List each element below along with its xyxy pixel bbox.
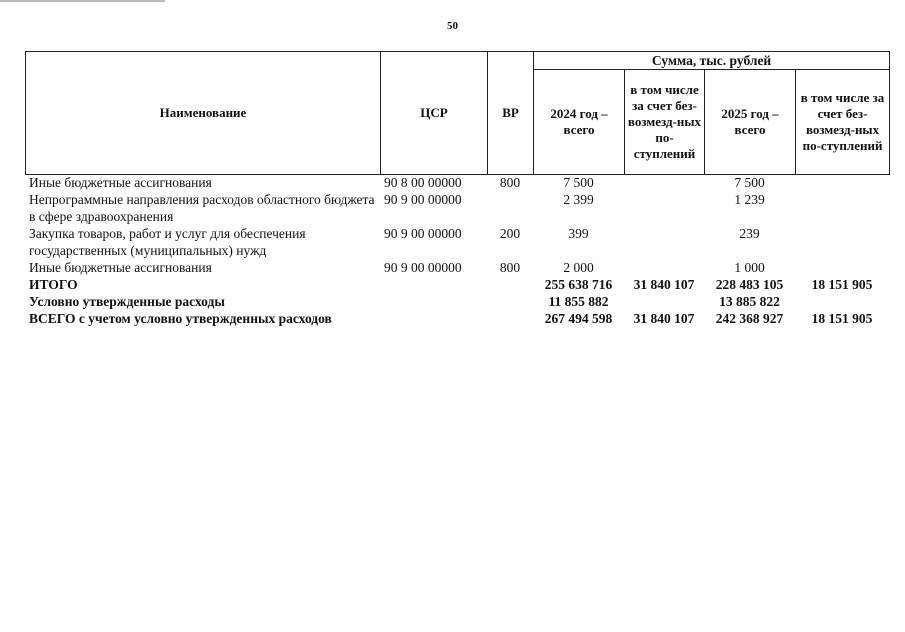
total-2025-free: 18 151 905 [811, 277, 873, 292]
table-row [25, 225, 889, 259]
total-2024-free: 31 840 107 [633, 311, 695, 326]
total-2025-total: 242 368 927 [715, 311, 784, 326]
row-2024-total: 2 000 [563, 260, 594, 275]
header-2024-free: в том числе за счет без-возмезд-ных по-ступлений [625, 70, 705, 175]
total-2024-free [624, 293, 704, 310]
total-2024-total: 267 494 598 [544, 311, 613, 326]
row-2025-free [795, 191, 889, 225]
row-name: Иные бюджетные ассигнования [29, 260, 212, 275]
row-2024-total: 2 399 [563, 192, 594, 207]
row-2024-total: 7 500 [563, 175, 594, 190]
header-csr: ЦСР [381, 52, 488, 175]
row-vr: 800 [499, 175, 521, 190]
header-vr: ВР [488, 52, 534, 175]
total-2025-total: 228 483 105 [715, 277, 784, 292]
row-name: Непрограммные направления расходов областного бюджета в сфере здравоохранения [29, 192, 375, 224]
total-row [25, 293, 889, 310]
row-2025-free [795, 259, 889, 276]
row-name: Закупка товаров, работ и услуг для обеспечения государственных (муниципальных) нужд [29, 226, 306, 258]
total-2024-free: 31 840 107 [633, 277, 695, 292]
row-2025-free [795, 225, 889, 259]
page-number: 50 [447, 20, 458, 32]
total-row-name: ВСЕГО с учетом условно утвержденных расходов [29, 311, 332, 326]
total-2024-total: 11 855 882 [548, 294, 609, 309]
row-2025-total: 239 [739, 226, 760, 241]
header-2024-total: 2024 год – всего [534, 70, 625, 175]
total-row [25, 276, 889, 293]
row-2025-total: 1 239 [734, 192, 765, 207]
total-row [25, 310, 889, 327]
total-2025-free [795, 293, 889, 310]
header-name: Наименование [26, 52, 381, 175]
total-2025-total: 13 885 822 [719, 294, 780, 309]
row-2025-free [795, 174, 889, 191]
total-2025-free: 18 151 905 [811, 311, 873, 326]
table-row [25, 174, 889, 191]
row-csr: 90 9 00 00000 [384, 192, 462, 207]
row-2024-free [624, 174, 704, 191]
table-row [25, 259, 889, 276]
row-csr: 90 9 00 00000 [384, 260, 462, 275]
total-row-name: Условно утвержденные расходы [29, 294, 225, 309]
row-vr: 200 [499, 226, 521, 241]
row-2025-total: 1 000 [734, 260, 765, 275]
row-2025-total: 7 500 [734, 175, 765, 190]
row-vr: 800 [499, 260, 521, 275]
header-2025-free: в том числе за счет без-возмезд-ных по-ступлений [796, 70, 890, 175]
row-name: Иные бюджетные ассигнования [29, 175, 212, 190]
row-csr: 90 8 00 00000 [384, 175, 462, 190]
total-row-name: ИТОГО [29, 277, 78, 292]
row-2024-total: 399 [568, 226, 589, 241]
table-row [25, 191, 889, 225]
table-body [25, 174, 889, 327]
header-sum-title: Сумма, тыс. рублей [534, 52, 890, 70]
header-2025-total: 2025 год – всего [705, 70, 796, 175]
row-2024-free [624, 225, 704, 259]
row-csr: 90 9 00 00000 [384, 226, 462, 241]
scan-edge-mark [0, 0, 165, 2]
row-2024-free [624, 191, 704, 225]
table-header [25, 51, 890, 175]
total-2024-total: 255 638 716 [544, 277, 613, 292]
row-2024-free [624, 259, 704, 276]
row-vr [487, 191, 533, 225]
